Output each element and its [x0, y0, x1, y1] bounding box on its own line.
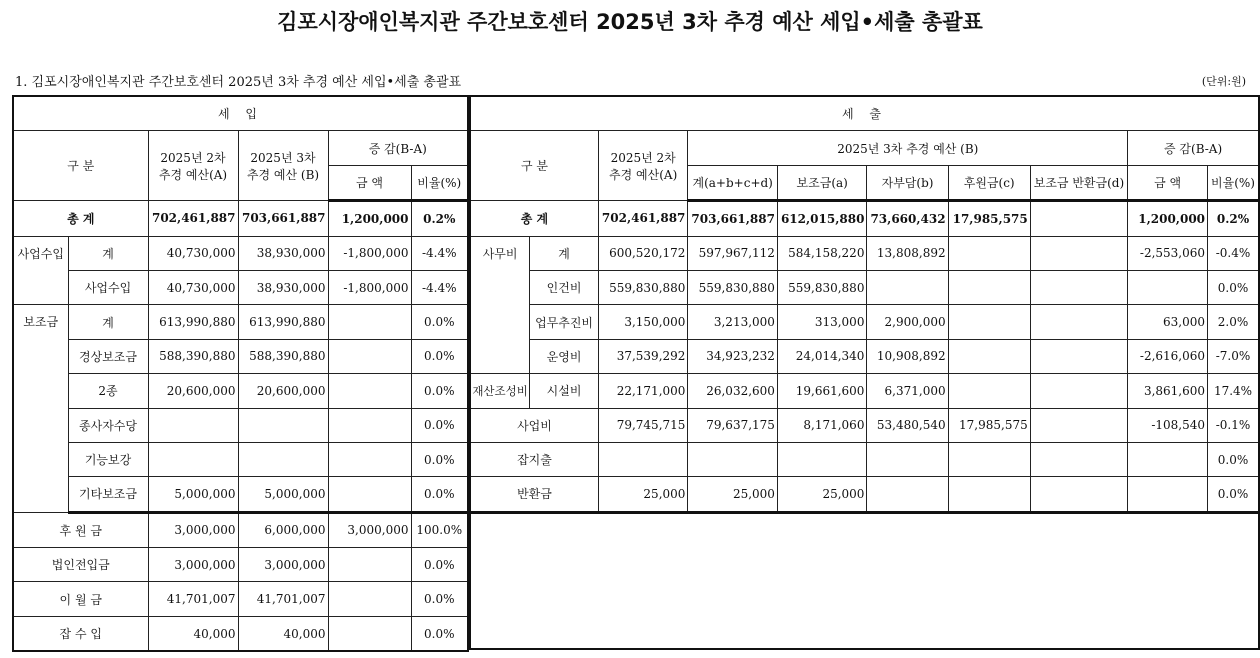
table-row: 사무비 계 600,520,172 597,967,112 584,158,220 13,808,892 -2,553,060 -0.4% [470, 236, 1259, 270]
table-row: 잡 수 입 40,000 40,000 0.0% [13, 616, 468, 651]
table-row: 업무추진비 3,150,000 3,213,000 313,000 2,900,000 63,000 2.0% [470, 305, 1259, 339]
table-row: 잡지출 0.0% [470, 442, 1259, 476]
expense-section-header: 세 출 [470, 96, 1259, 131]
income-curr-header: 2025년 3차 추경 예산 (B) [238, 131, 328, 201]
table-row: 보조금 계 613,990,880 613,990,880 0.0% [13, 305, 468, 339]
page-title: 김포시장애인복지관 주간보호센터 2025년 3차 추경 예산 세입•세출 총괄표 [277, 10, 983, 34]
expense-sum-header: 계(a+b+c+d) [688, 165, 778, 200]
table-row: 경상보조금 588,390,880 588,390,880 0.0% [13, 339, 468, 373]
income-section-header: 세 입 [13, 96, 468, 131]
income-category-header: 구 분 [13, 131, 148, 201]
expense-donation-header: 후원금(c) [948, 165, 1030, 200]
table-row: 인건비 559,830,880 559,830,880 559,830,880 0.0% [470, 270, 1259, 304]
expense-table [469, 95, 1260, 650]
table-row: 재산조성비 시설비 22,171,000 26,032,600 19,661,600 6,371,000 3,861,600 17.4% [470, 374, 1259, 408]
expense-category-header: 구 분 [470, 131, 598, 201]
expense-diff-header: 증 감(B-A) [1128, 131, 1259, 165]
table-row: 종사자수당 0.0% [13, 408, 468, 442]
table-row: 이 월 금 41,701,007 41,701,007 0.0% [13, 582, 468, 616]
table-row: 운영비 37,539,292 34,923,232 24,014,340 10,908,892 -2,616,060 -7.0% [470, 339, 1259, 373]
income-table [12, 95, 469, 652]
expense-group-property: 재산조성비 [470, 374, 530, 408]
income-group-subsidy: 보조금 [13, 305, 68, 512]
income-total-row: 총 계 702,461,887 703,661,887 1,200,000 0.2% [13, 201, 468, 236]
expense-group-office: 사무비 [470, 236, 530, 374]
expense-return-header: 보조금 반환금(d) [1030, 165, 1127, 200]
expense-total-row: 총 계 702,461,887 703,661,887 612,015,880 73,660,432 17,985,575 1,200,000 0.2% [470, 201, 1259, 236]
table-row: 사업수입 40,730,000 38,930,000 -1,800,000 -4.4% [13, 270, 468, 304]
table-row: 법인전입금 3,000,000 3,000,000 0.0% [13, 548, 468, 582]
income-amount-header: 금 액 [328, 165, 411, 200]
income-group-business: 사업수입 [13, 236, 68, 305]
expense-prev-header: 2025년 2차 추경 예산(A) [598, 131, 688, 201]
table-row: 2종 20,600,000 20,600,000 0.0% [13, 374, 468, 408]
table-row: 후 원 금 3,000,000 6,000,000 3,000,000 100.0% [13, 512, 468, 547]
section-heading: 1. 김포시장애인복지관 주간보호센터 2025년 3차 추경 예산 세입•세출 총괄표 [15, 75, 462, 90]
expense-self-header: 자부담(b) [867, 165, 948, 200]
expense-blank-area [470, 512, 1259, 649]
expense-curr-header: 2025년 3차 추경 예산 (B) [688, 131, 1128, 165]
expense-amount-header: 금 액 [1128, 165, 1208, 200]
table-row: 사업비 79,745,715 79,637,175 8,171,060 53,480,540 17,985,575 -108,540 -0.1% [470, 408, 1259, 442]
table-row: 기능보강 0.0% [13, 442, 468, 476]
expense-ratio-header: 비율(%) [1208, 165, 1259, 200]
table-row: 기타보조금 5,000,000 5,000,000 0.0% [13, 477, 468, 512]
table-row: 사업수입 계 40,730,000 38,930,000 -1,800,000 -4.4% [13, 236, 468, 270]
unit-label: (단위:원) [1201, 75, 1246, 88]
expense-subsidy-header: 보조금(a) [777, 165, 867, 200]
income-prev-header: 2025년 2차 추경 예산(A) [148, 131, 238, 201]
table-row: 반환금 25,000 25,000 25,000 0.0% [470, 477, 1259, 512]
income-ratio-header: 비율(%) [411, 165, 468, 200]
income-diff-header: 증 감(B-A) [328, 131, 468, 165]
